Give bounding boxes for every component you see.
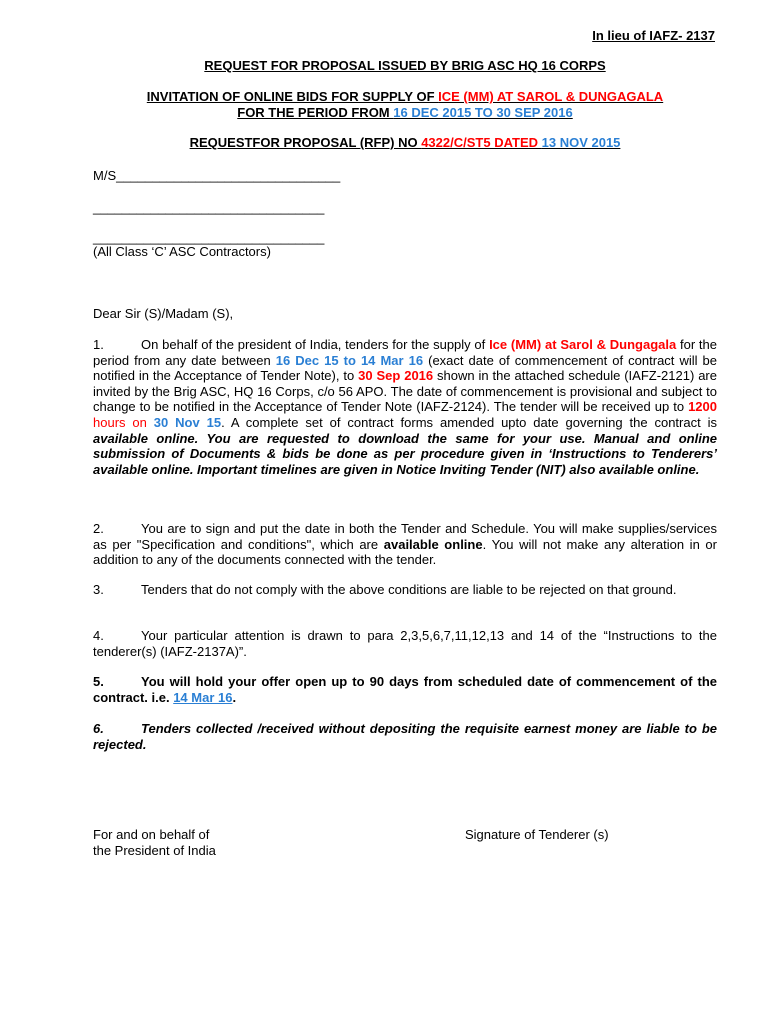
paragraph-6-number: 6.	[93, 721, 104, 736]
paragraph-2	[93, 521, 717, 568]
p1-due-date: 30 Nov 15	[153, 414, 222, 430]
paragraph-3	[93, 582, 717, 598]
addressee-ms	[93, 168, 340, 183]
p1-time: 1200	[688, 399, 717, 415]
p4-text: Your particular attention is drawn to para 2,3,5,6,7,11,12,13 and 14 of the “Instructions to the tenderer(s) (IAFZ-2137A)”.	[93, 628, 717, 659]
in-lieu-reference: In lieu of IAFZ- 2137	[592, 28, 715, 43]
p1-text-c: for the period from any date between	[93, 337, 717, 368]
p2-available-online: available online	[383, 536, 483, 552]
paragraph-2-number: 2.	[93, 521, 104, 536]
p6-text: Tenders collected /received without depositing the requisite earnest money are liable to be rejected.	[93, 721, 717, 752]
p1-online-note: available online. You are requested to download the same for your use. Manual and online submission of Documents & bids be done as per procedure given in ‘Instructions to Tenderers’ available online. Important timelines are given in Notice Inviting Tender (NIT) also available online.	[93, 430, 717, 477]
p1-period: 16 Dec 15 to 14 Mar 16	[275, 352, 424, 368]
p2-text-a: You are to sign and put the date in both the Tender and Schedule. You will make supplies/services as per "Specification and conditions", which are	[93, 521, 717, 552]
invitation-title	[93, 89, 717, 121]
signature-left-line-2: the President of India	[93, 843, 216, 858]
paragraph-4-number: 4.	[93, 628, 104, 643]
p3-text: Tenders that do not comply with the above conditions are liable to be rejected on that ground.	[141, 582, 677, 597]
invitation-title-text: INVITATION OF ONLINE BIDS FOR SUPPLY OF	[146, 89, 439, 104]
p1-hours-on: hours on	[93, 414, 154, 430]
contractor-class: (All Class ‘C’ ASC Contractors)	[93, 244, 271, 259]
p5-text-c: .	[232, 689, 237, 705]
rfp-date: 13 NOV 2015	[541, 135, 621, 150]
p1-item: Ice (MM) at Sarol & Dungagala	[489, 337, 677, 352]
rfp-title: REQUEST FOR PROPOSAL ISSUED BY BRIG ASC HQ 16 CORPS	[204, 58, 606, 73]
rfp-number-line	[93, 135, 717, 150]
invitation-item: ICE (MM) AT SAROL & DUNGAGALA	[438, 89, 664, 104]
paragraph-3-number: 3.	[93, 582, 104, 597]
paragraph-4	[93, 628, 717, 659]
p5-text-a: You will hold your offer open up to 90 days from scheduled date of commencement of the contract. i.e.	[93, 674, 717, 705]
signature-right: Signature of Tenderer (s)	[465, 827, 609, 842]
p2-text-c: . You will not make any alteration in or addition to any of the documents connected with the tender.	[93, 536, 717, 568]
salutation: Dear Sir (S)/Madam (S),	[93, 306, 234, 321]
period-label: FOR THE PERIOD FROM	[237, 105, 394, 120]
paragraph-6	[93, 721, 717, 752]
period-dates: 16 DEC 2015 TO 30 SEP 2016	[393, 105, 573, 120]
address-line-2: ________________________________	[93, 200, 325, 215]
signature-left-line-1: For and on behalf of	[93, 827, 210, 842]
ms-blank-line: _______________________________	[116, 168, 341, 183]
p1-end-date: 30 Sep 2016	[358, 368, 434, 384]
address-line-3: ________________________________	[93, 230, 325, 245]
p1-text-k: . A complete set of contract forms amended upto date governing the contract is	[221, 414, 718, 430]
p1-text-e: (exact date of commencement of contract will be notified in the Acceptance of Tender Note), to	[93, 352, 718, 384]
paragraph-1	[93, 337, 717, 477]
signature-left	[93, 827, 216, 859]
ms-label: M/S	[93, 168, 117, 183]
p1-text-a: On behalf of the president of India, tenders for the supply of	[141, 337, 490, 352]
rfp-number-label: REQUESTFOR PROPOSAL (RFP) NO	[189, 135, 422, 150]
p5-date: 14 Mar 16	[173, 689, 233, 705]
paragraph-5	[93, 674, 717, 705]
p1-text-g: shown in the attached schedule (IAFZ-2121) are invited by the Brig ASC, HQ 16 Corps, c/o 56 APO. The date of commencement is provisional and subject to change to be notified in the Acceptance of Tender Note (IAFZ-2124). The tender will be received up to	[93, 368, 717, 415]
rfp-number: 4322/C/ST5 DATED	[421, 135, 542, 150]
paragraph-5-number: 5.	[93, 674, 104, 689]
paragraph-1-number: 1.	[93, 337, 104, 352]
